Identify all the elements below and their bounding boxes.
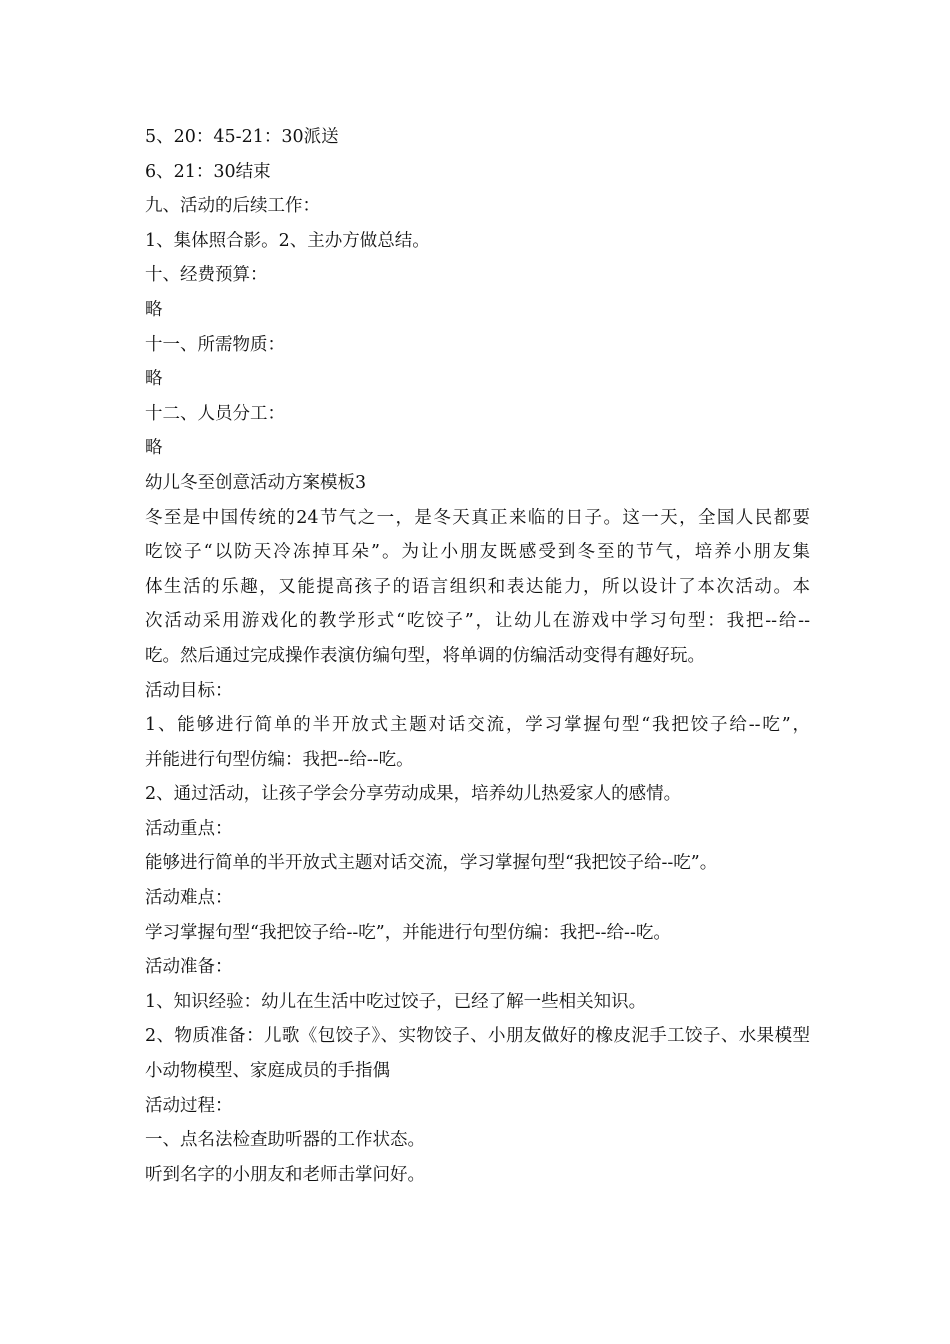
process-step-1-detail: 听到名字的小朋友和老师击掌问好。	[145, 1164, 425, 1185]
intro-paragraph-line: 吃。然后通过完成操作表演仿编句型，将单调的仿编活动变得有趣好玩。	[145, 645, 705, 666]
preparation-item-2: 2、物质准备：儿歌《包饺子》、实物饺子、小朋友做好的橡皮泥手工饺子、水果模型	[145, 1026, 810, 1047]
section-heading-budget: 十、经费预算：	[145, 265, 268, 286]
section-heading-preparation: 活动准备：	[145, 957, 233, 978]
followup-items: 1、集体照合影。2、主办方做总结。	[145, 230, 430, 251]
goal-item-1-cont: 并能进行句型仿编：我把--给--吃。	[145, 749, 414, 770]
preparation-item-2-cont: 小动物模型、家庭成员的手指偶	[145, 1061, 390, 1082]
goal-item-1: 1、能够进行简单的半开放式主题对话交流，学习掌握句型“我把饺子给--吃”，	[145, 715, 810, 736]
section-heading-focus: 活动重点：	[145, 818, 233, 839]
template-title: 幼儿冬至创意活动方案模板3	[145, 472, 367, 493]
intro-paragraph-line: 体生活的乐趣，又能提高孩子的语言组织和表达能力，所以设计了本次活动。本	[145, 576, 810, 597]
preparation-item-1: 1、知识经验：幼儿在生活中吃过饺子，已经了解一些相关知识。	[145, 991, 647, 1012]
section-heading-goals: 活动目标：	[145, 680, 233, 701]
intro-paragraph-line: 次活动采用游戏化的教学形式“吃饺子”，让幼儿在游戏中学习句型：我把--给--	[145, 611, 810, 632]
section-heading-materials: 十一、所需物质：	[145, 334, 285, 355]
process-step-1: 一、点名法检查助听器的工作状态。	[145, 1130, 425, 1151]
materials-text: 略	[145, 369, 163, 390]
section-heading-difficulty: 活动难点：	[145, 888, 233, 909]
budget-text: 略	[145, 299, 163, 320]
staffing-text: 略	[145, 438, 163, 459]
section-heading-staffing: 十二、人员分工：	[145, 403, 285, 424]
document-body	[145, 120, 810, 1192]
difficulty-text: 学习掌握句型“我把饺子给--吃”，并能进行句型仿编：我把--给--吃。	[145, 922, 671, 943]
focus-text: 能够进行简单的半开放式主题对话交流，学习掌握句型“我把饺子给--吃”。	[145, 853, 718, 874]
section-heading-followup: 九、活动的后续工作：	[145, 196, 320, 217]
section-heading-process: 活动过程：	[145, 1095, 233, 1116]
intro-paragraph-line: 冬至是中国传统的24节气之一，是冬天真正来临的日子。这一天，全国人民都要	[145, 507, 810, 528]
schedule-item-6: 6、21：30结束	[145, 161, 271, 182]
intro-paragraph-line: 吃饺子“以防天冷冻掉耳朵”。为让小朋友既感受到冬至的节气，培养小朋友集	[145, 542, 810, 563]
schedule-item-5: 5、20：45-21：30派送	[145, 127, 339, 147]
goal-item-2: 2、通过活动，让孩子学会分享劳动成果，培养幼儿热爱家人的感情。	[145, 784, 682, 805]
